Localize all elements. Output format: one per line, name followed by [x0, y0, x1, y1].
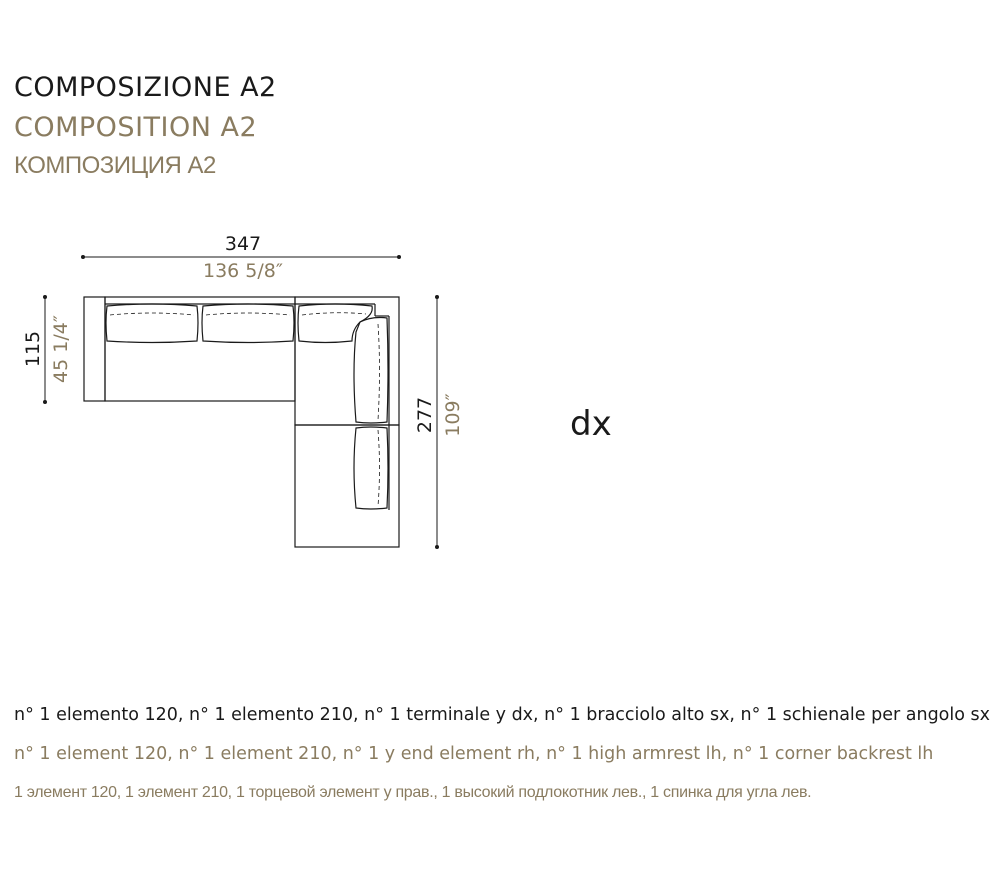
depth-in-label: 45 1/4″: [50, 315, 72, 383]
depth-dimension: [22, 295, 72, 404]
length-dimension: [414, 295, 464, 549]
length-dimension-endpoint-top: [435, 295, 439, 299]
back-cushion-1: [106, 304, 198, 343]
width-dimension-endpoint-left: [81, 255, 85, 259]
stitch-2: [206, 313, 290, 315]
width-dimension: [81, 233, 401, 282]
orientation-label: dx: [570, 404, 612, 444]
stitch-3: [302, 313, 366, 315]
sofa-plan: [84, 297, 399, 547]
high-armrest-lh: [84, 297, 105, 401]
back-cushion-5: [354, 427, 388, 509]
description-russian: 1 элемент 120, 1 элемент 210, 1 торцевой элемент у прав., 1 высокий подлокотник лев., 1 спинка для угла лев.: [14, 784, 812, 801]
title-italian: COMPOSIZIONE A2: [14, 72, 277, 103]
width-dimension-endpoint-right: [397, 255, 401, 259]
depth-dimension-endpoint-top: [43, 295, 47, 299]
depth-cm-label: 115: [22, 330, 44, 368]
element-210: [105, 297, 295, 401]
back-cushion-4: [354, 318, 388, 424]
width-in-label: 136 5/8″: [203, 260, 283, 282]
back-cushion-3: [298, 304, 372, 343]
title-english: COMPOSITION A2: [14, 112, 258, 143]
length-cm-label: 277: [414, 396, 436, 434]
title-russian: КОМПОЗИЦИЯ A2: [14, 152, 216, 179]
stitch-5: [378, 430, 380, 506]
stitch-4: [378, 324, 380, 420]
length-in-label: 109″: [442, 393, 464, 437]
y-end-element-rh: [295, 425, 399, 547]
depth-dimension-endpoint-bottom: [43, 400, 47, 404]
back-cushion-2: [202, 304, 294, 343]
description-english: n° 1 element 120, n° 1 element 210, n° 1 y end element rh, n° 1 high armrest lh, n° 1 corner backrest lh: [14, 744, 934, 764]
stitch-1: [110, 313, 194, 315]
length-dimension-endpoint-bottom: [435, 545, 439, 549]
description-italian: n° 1 elemento 120, n° 1 elemento 210, n° 1 terminale y dx, n° 1 bracciolo alto sx, n° 1 schienale per angolo sx: [14, 705, 990, 725]
width-cm-label: 347: [224, 233, 262, 255]
